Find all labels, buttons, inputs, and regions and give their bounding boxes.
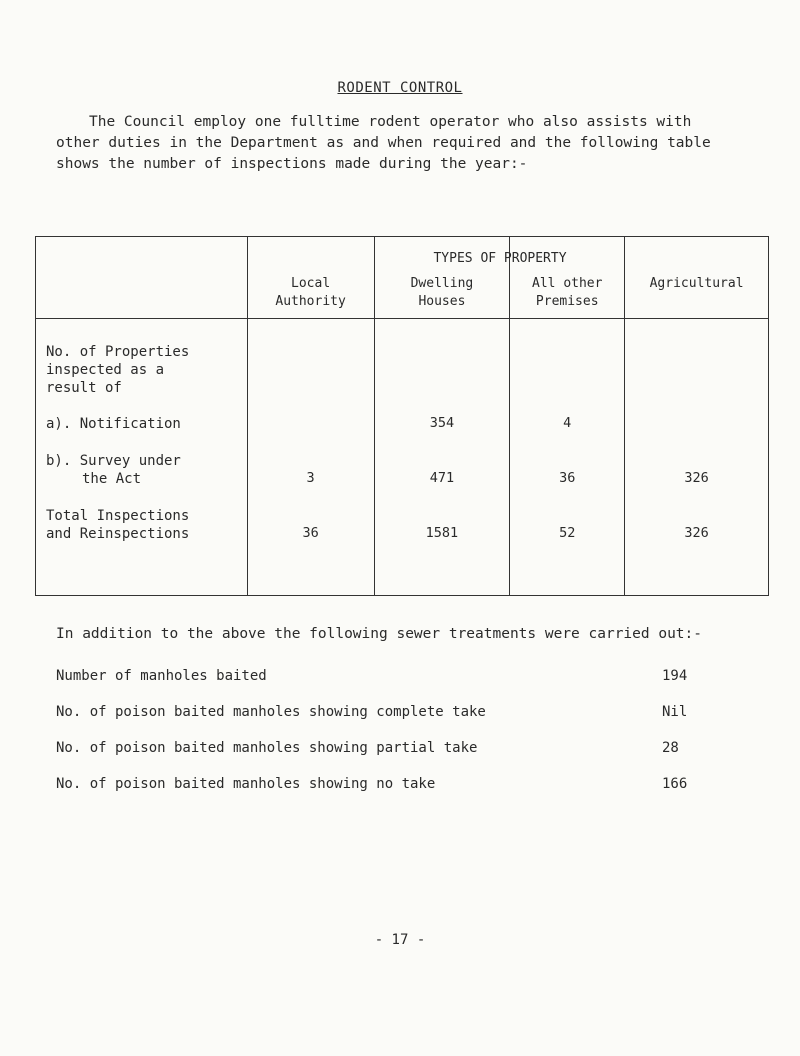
property-inspections-table	[35, 236, 769, 596]
table-cell: 3	[306, 470, 315, 486]
table-cell: 36	[302, 525, 319, 541]
row-labels-cell	[36, 319, 248, 596]
header-label: Authority	[275, 294, 346, 309]
table-cell: 326	[684, 525, 709, 541]
table-cell: 471	[429, 470, 455, 486]
intro-paragraph	[56, 112, 776, 175]
row-label-notification: a). Notification	[46, 416, 181, 432]
header-label: Local	[291, 276, 331, 291]
sewer-value: Nil	[662, 704, 688, 720]
table-header-row	[36, 237, 769, 319]
page-title: RODENT CONTROL	[337, 80, 463, 96]
header-label: Houses	[418, 294, 466, 309]
header-all-other-premises	[510, 237, 625, 319]
row-label: No. of Properties	[46, 344, 190, 360]
table-body-row	[36, 319, 769, 596]
intro-line: other duties in the Department as and when required and the following table	[56, 135, 711, 151]
types-of-property-heading: TYPES OF PROPERTY	[433, 251, 567, 266]
table-cell: 52	[559, 525, 576, 541]
table-cell: 36	[559, 470, 576, 486]
row-label: result of	[46, 380, 122, 396]
row-label-survey: the Act	[82, 471, 142, 487]
sewer-label: No. of poison baited manholes showing partial take	[56, 740, 478, 756]
sewer-label: Number of manholes baited	[56, 668, 267, 684]
header-label: All other	[532, 276, 603, 291]
header-label: Premises	[535, 294, 599, 309]
sewer-value: 194	[662, 668, 688, 684]
table-cell: 4	[563, 415, 572, 431]
sewer-value: 166	[662, 776, 688, 792]
row-label-total: Total Inspections	[46, 508, 190, 524]
local-authority-values	[247, 319, 374, 596]
header-local-authority	[247, 237, 374, 319]
other-premises-values	[510, 319, 625, 596]
table-cell: 354	[429, 415, 455, 431]
header-label: Dwelling	[410, 276, 474, 291]
agricultural-values	[625, 319, 769, 596]
sewer-label: No. of poison baited manholes showing complete take	[56, 704, 486, 720]
sewer-label: No. of poison baited manholes showing no take	[56, 776, 436, 792]
intro-line: shows the number of inspections made during the year:-	[56, 156, 528, 172]
sewer-value: 28	[662, 740, 679, 756]
header-empty-cell	[36, 237, 248, 319]
intro-line: The Council employ one fulltime rodent operator who also assists with	[89, 114, 692, 130]
table-cell: 1581	[425, 525, 459, 541]
header-agricultural	[625, 237, 769, 319]
row-label-survey: b). Survey under	[46, 453, 181, 469]
table-cell: 326	[684, 470, 709, 486]
dwelling-values	[374, 319, 510, 596]
page-number: - 17 -	[374, 932, 426, 948]
addition-paragraph: In addition to the above the following sewer treatments were carried out:-	[56, 626, 703, 642]
header-label: Agricultural	[649, 276, 744, 291]
row-label: inspected as a	[46, 362, 165, 378]
row-label-total: and Reinspections	[46, 526, 190, 542]
